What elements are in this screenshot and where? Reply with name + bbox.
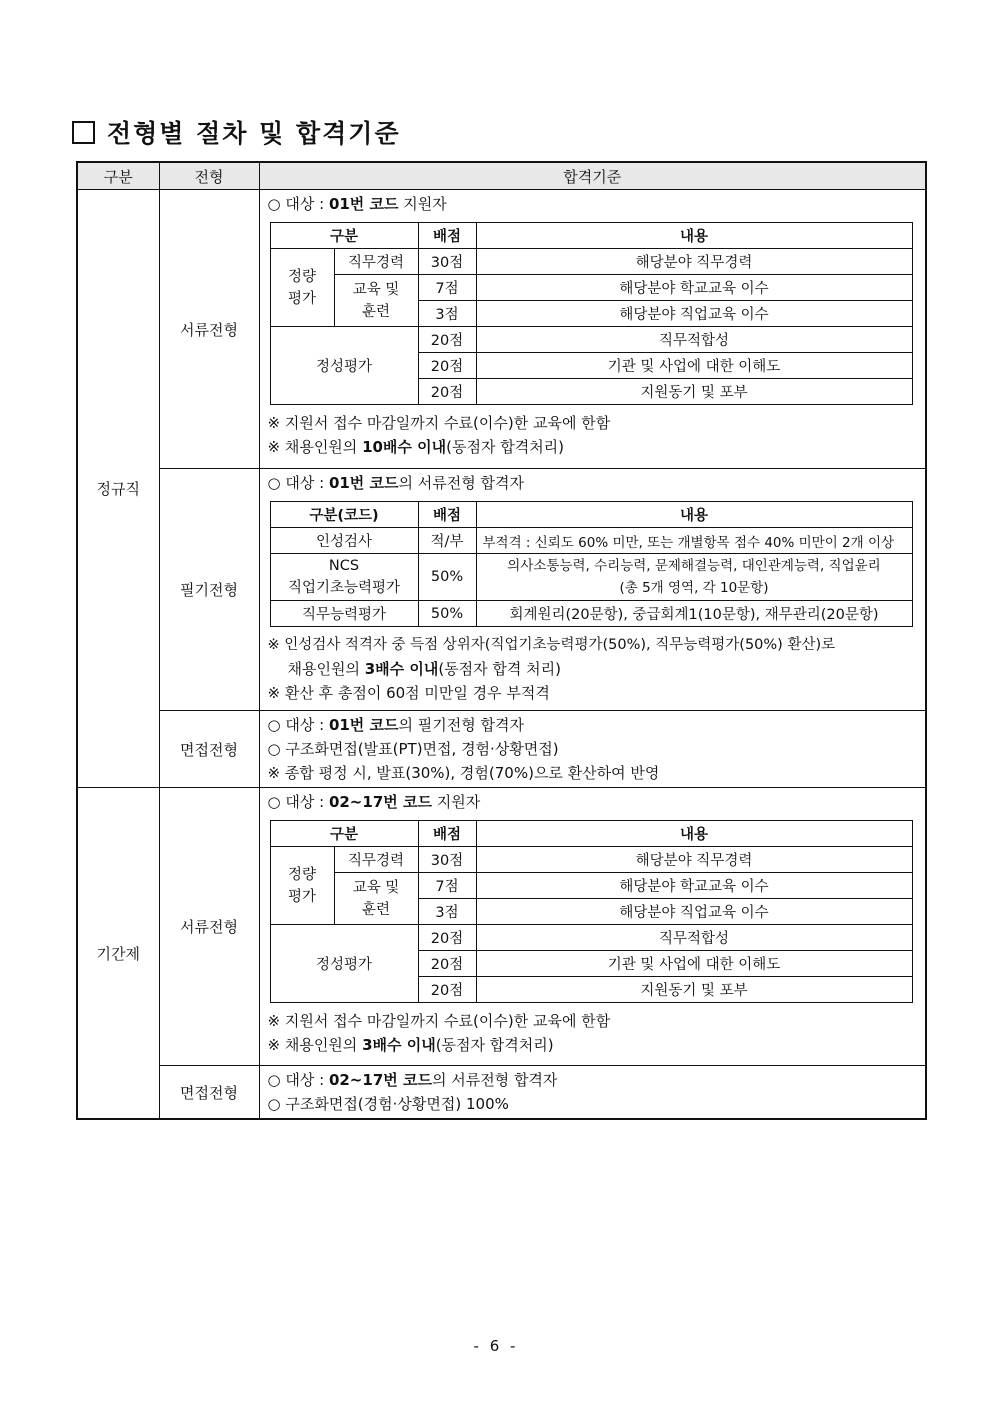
- content: 부적격 : 신뢰도 60% 미만, 또는 개별항목 점수 40% 미만이 2개 이상: [476, 528, 912, 554]
- content: 해당분야 학교교육 이수: [476, 275, 912, 301]
- sub-label: 직무경력: [334, 249, 418, 275]
- content: 해당분야 직업교육 이수: [476, 301, 912, 327]
- content: 기관 및 사업에 대한 이해도: [476, 353, 912, 379]
- content: 회계원리(20문항), 중급회계1(10문항), 재무관리(20문항): [476, 601, 912, 627]
- qual-label: 정성평가: [270, 327, 418, 405]
- contract-interview-row: [77, 1066, 926, 1120]
- col-category: 구분: [270, 223, 418, 249]
- content: 지원동기 및 포부: [476, 977, 912, 1003]
- stage-written-regular: 필기전형: [159, 469, 259, 711]
- header-category: 구분: [77, 162, 159, 190]
- sub-label: 직무경력: [334, 847, 418, 873]
- category: NCS 직업기초능력평가: [270, 554, 418, 601]
- score: 30점: [418, 249, 476, 275]
- score: 적/부: [418, 528, 476, 554]
- category-regular: 정규직: [77, 190, 159, 788]
- quant-label: 정량 평가: [270, 249, 334, 327]
- stage-doc-regular: 서류전형: [159, 190, 259, 469]
- col-category: 구분: [270, 821, 418, 847]
- score: 20점: [418, 379, 476, 405]
- note-line: ※ 채용인원의 3배수 이내(동점자 합격처리): [267, 1036, 554, 1054]
- content: 지원동기 및 포부: [476, 379, 912, 405]
- col-content: 내용: [476, 223, 912, 249]
- sub-label: 교육 및 훈련: [334, 873, 418, 925]
- content: 해당분야 직무경력: [476, 249, 912, 275]
- regular-doc-row: [77, 190, 926, 469]
- sub-label: 교육 및 훈련: [334, 275, 418, 327]
- category: 직무능력평가: [270, 601, 418, 627]
- method-line: ○ 구조화면접(경험·상황면접) 100%: [267, 1095, 509, 1113]
- target-line: ○ 대상 : 02~17번 코드 지원자: [267, 793, 481, 811]
- col-score: 배점: [418, 821, 476, 847]
- note-line: ※ 환산 후 총점이 60점 미만일 경우 부적격: [267, 684, 550, 702]
- content: 직무적합성: [476, 925, 912, 951]
- criteria-doc-contract: [259, 788, 926, 1066]
- score: 20점: [418, 925, 476, 951]
- content: 의사소통능력, 수리능력, 문제해결능력, 대인관계능력, 직업윤리 (총 5개 영역, 각 10문항): [476, 554, 912, 601]
- checkbox-square-icon: [72, 121, 95, 144]
- col-score: 배점: [418, 502, 476, 528]
- title-text: 전형별 절차 및 합격기준: [107, 119, 401, 148]
- criteria-interview-regular: [259, 711, 926, 788]
- note-line: ※ 지원서 접수 마감일까지 수료(이수)한 교육에 한함: [267, 1012, 611, 1030]
- method-line: ○ 구조화면접(발표(PT)면접, 경험·상황면접): [267, 740, 559, 758]
- page-number: - 6 -: [473, 1337, 519, 1355]
- page-title: [72, 114, 401, 150]
- score: 3점: [418, 899, 476, 925]
- header-stage: 전형: [159, 162, 259, 190]
- selection-criteria-table: [76, 161, 927, 1120]
- target-line: ○ 대상 : 01번 코드의 필기전형 합격자: [267, 716, 524, 734]
- doc-score-table: [270, 820, 913, 1003]
- criteria-interview-contract: [259, 1066, 926, 1120]
- col-content: 내용: [476, 821, 912, 847]
- criteria-written-regular: [259, 469, 926, 711]
- content: 직무적합성: [476, 327, 912, 353]
- score: 20점: [418, 327, 476, 353]
- score: 20점: [418, 977, 476, 1003]
- target-line: ○ 대상 : 01번 코드 지원자: [267, 195, 447, 213]
- criteria-doc-regular: [259, 190, 926, 469]
- col-category: 구분(코드): [270, 502, 418, 528]
- score: 7점: [418, 873, 476, 899]
- col-score: 배점: [418, 223, 476, 249]
- score: 7점: [418, 275, 476, 301]
- note-line: ※ 채용인원의 10배수 이내(동점자 합격처리): [267, 438, 565, 456]
- note-line: ※ 인성검사 적격자 중 득점 상위자(직업기초능력평가(50%), 직무능력평가(50%) 환산)로: [267, 637, 836, 653]
- note-line: ※ 종합 평정 시, 발표(30%), 경험(70%)으로 환산하여 반영: [267, 764, 660, 782]
- written-score-table: [270, 501, 913, 627]
- target-line: ○ 대상 : 02~17번 코드의 서류전형 합격자: [267, 1071, 558, 1089]
- col-content: 내용: [476, 502, 912, 528]
- contract-doc-row: [77, 788, 926, 1066]
- score: 50%: [418, 554, 476, 601]
- score: 20점: [418, 951, 476, 977]
- header-criteria: 합격기준: [259, 162, 926, 190]
- score: 20점: [418, 353, 476, 379]
- stage-doc-contract: 서류전형: [159, 788, 259, 1066]
- category-contract: 기간제: [77, 788, 159, 1120]
- note-line: ※ 지원서 접수 마감일까지 수료(이수)한 교육에 한함: [267, 414, 611, 432]
- doc-score-table: [270, 222, 913, 405]
- content: 해당분야 직무경력: [476, 847, 912, 873]
- stage-interview-regular: 면접전형: [159, 711, 259, 788]
- score: 3점: [418, 301, 476, 327]
- score: 50%: [418, 601, 476, 627]
- target-line: ○ 대상 : 01번 코드의 서류전형 합격자: [267, 474, 524, 492]
- stage-interview-contract: 면접전형: [159, 1066, 259, 1120]
- regular-interview-row: [77, 711, 926, 788]
- note-line: 채용인원의 3배수 이내(동점자 합격 처리): [287, 660, 562, 678]
- header-row: [77, 162, 926, 190]
- score: 30점: [418, 847, 476, 873]
- regular-written-row: [77, 469, 926, 711]
- qual-label: 정성평가: [270, 925, 418, 1003]
- content: 기관 및 사업에 대한 이해도: [476, 951, 912, 977]
- quant-label: 정량 평가: [270, 847, 334, 925]
- content: 해당분야 직업교육 이수: [476, 899, 912, 925]
- category: 인성검사: [270, 528, 418, 554]
- content: 해당분야 학교교육 이수: [476, 873, 912, 899]
